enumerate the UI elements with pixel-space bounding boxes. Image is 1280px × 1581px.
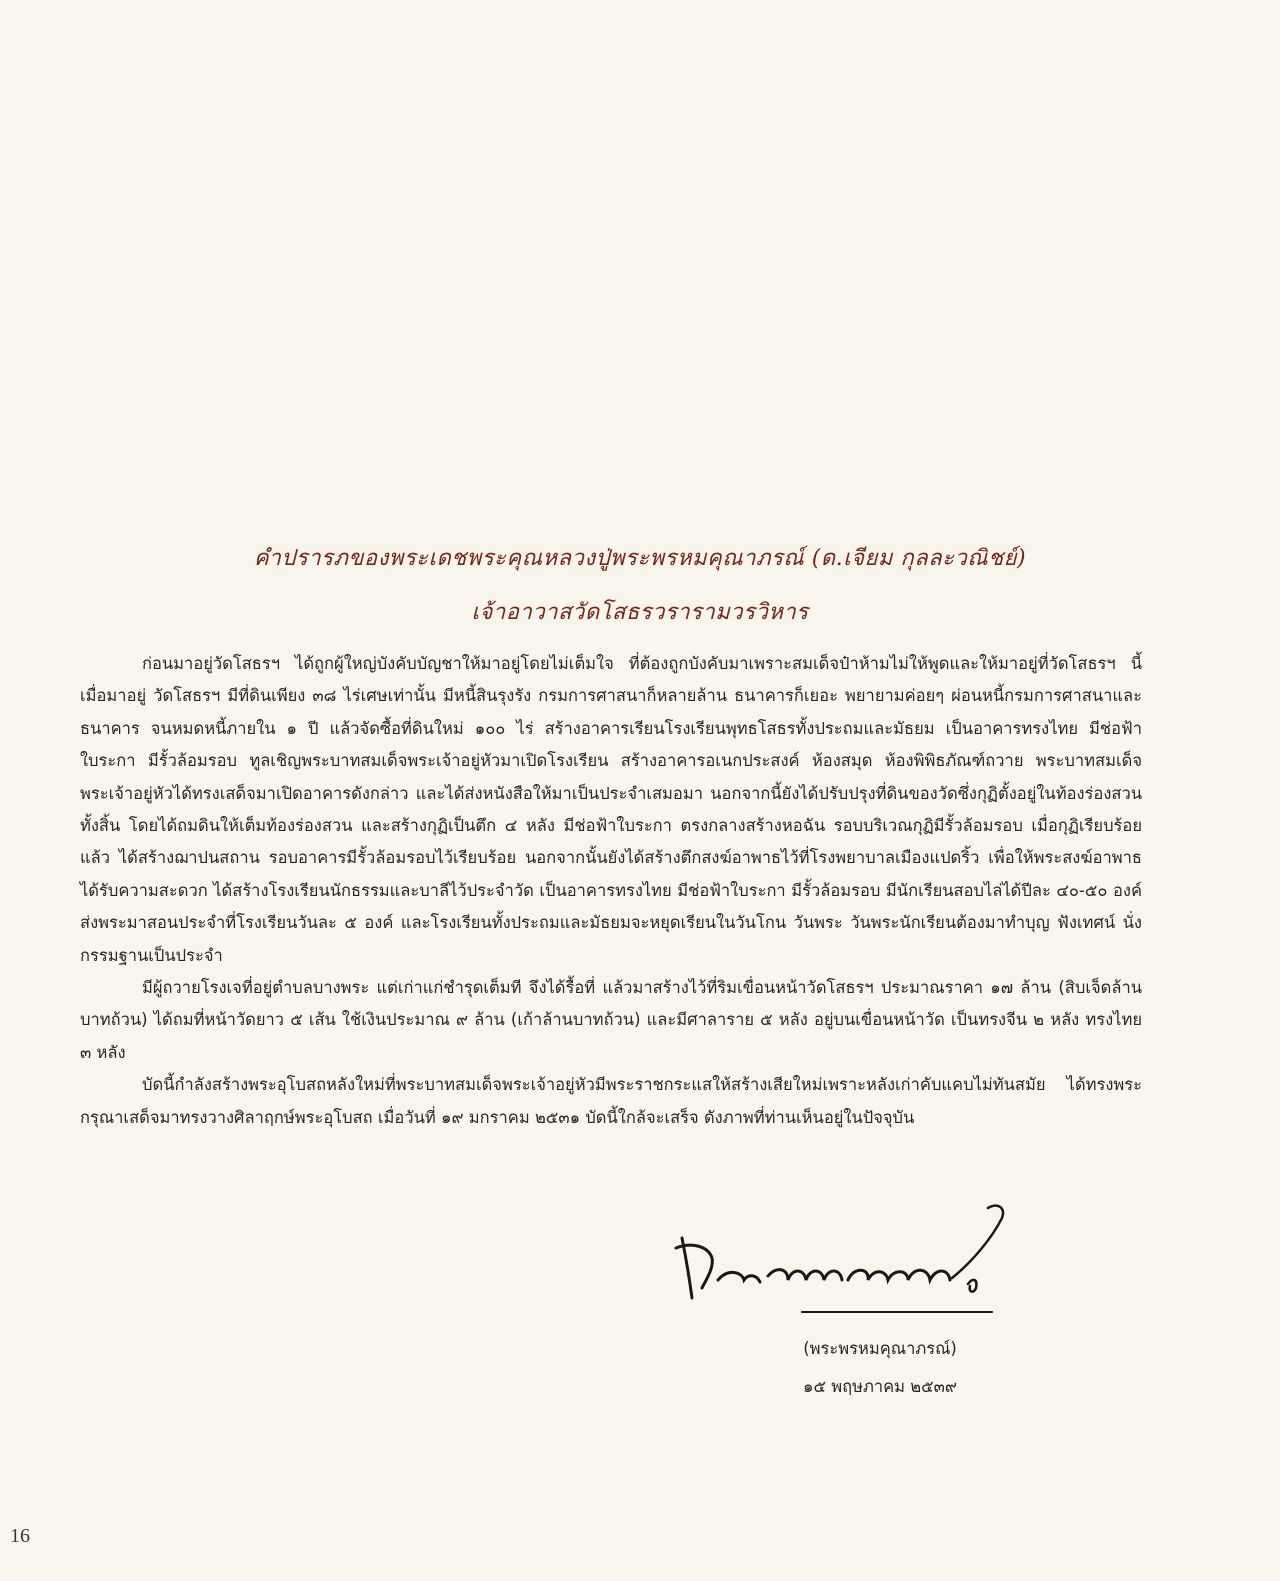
document-body [80,648,1142,1134]
handwritten-signature [672,1188,1012,1338]
signature-date: ๑๕ พฤษภาคม ๒๕๓๙ [803,1377,957,1396]
signer-name: (พระพรหมคุณาภรณ์) [803,1339,957,1358]
document-title: คำปรารภของพระเดชพระคุณหลวงปู่พระพรหมคุณาภรณ์ (ด.เจียม กุลละวณิชย์) [253,546,1027,571]
paragraph-3: บัดนี้กำลังสร้างพระอุโบสถหลังใหม่ที่พระบาทสมเด็จพระเจ้าอยู่หัวมีพระราชกระแสให้สร้างเสียใหม่เพราะหลังเก่าคับแคบไม่ทันสมัย ได้ทรงพระกรุณาเสด็จมาทรงวางศิลาฤกษ์พระอุโบสถ เมื่อวันที่ ๑๙ มกราคม ๒๕๓๑ บัดนี้ใกล้จะเสร็จ ดังภาพที่ท่านเห็นอยู่ในปัจจุบัน [80,1075,1142,1127]
paragraph-1: ก่อนมาอยู่วัดโสธรฯ ได้ถูกผู้ใหญ่บังคับบัญชาให้มาอยู่โดยไม่เต็มใจ ที่ต้องถูกบังคับมาเพราะสมเด็จป๋าห้ามไม่ให้พูดและให้มาอยู่ที่วัดโสธรฯ นี้ เมื่อมาอยู่ วัดโสธรฯ มีที่ดินเพียง ๓๘ ไร่เศษเท่านั้น มีหนี้สินรุงรัง กรมการศาสนาก็หลายล้าน ธนาคารก็เยอะ พยายามค่อยๆ ผ่อนหนี้กรมการศาสนาและธนาคาร จนหมดหนี้ภายใน ๑ ปี แล้วจัดซื้อที่ดินใหม่ ๑๐๐ ไร่ สร้างอาคารเรียนโรงเรียนพุทธโสธรทั้งประถมและมัธยม เป็นอาคารทรงไทย มีช่อฟ้าใบระกา มีรั้วล้อมรอบ ทูลเชิญพระบาทสมเด็จพระเจ้าอยู่หัวมาเปิดโรงเรียน สร้างอาคารอเนกประสงค์ ห้องสมุด ห้องพิพิธภัณฑ์ถวาย พระบาทสมเด็จพระเจ้าอยู่หัวได้ทรงเสด็จมาเปิดอาคารดังกล่าว และได้ส่งหนังสือให้มาเป็นประจำเสมอมา นอกจากนี้ยังได้ปรับปรุงที่ดินของวัดซึ่งกุฏิตั้งอยู่ในท้องร่องสวนทั้งสิ้น โดยได้ถมดินให้เต็มท้องร่องสวน และสร้างกุฏิเป็นตึก ๔ หลัง มีช่อฟ้าใบระกา ตรงกลางสร้างหอฉัน รอบบริเวณกุฏิมีรั้วล้อมรอบ เมื่อกุฏิเรียบร้อยแล้ว ได้สร้างฌาปนสถาน รอบอาคารมีรั้วล้อมรอบไว้เรียบร้อย นอกจากนั้นยังได้สร้างตึกสงฆ์อาพาธไว้ที่โรงพยาบาลเมืองแปดริ้ว เพื่อให้พระสงฆ์อาพาธได้รับความสะดวก ได้สร้างโรงเรียนนักธรรมและบาลีไว้ประจำวัด เป็นอาคารทรงไทย มีช่อฟ้าใบระกา มีรั้วล้อมรอบ มีนักเรียนสอบไล่ได้ปีละ ๔๐-๕๐ องค์ ส่งพระมาสอนประจำที่โรงเรียนวันละ ๕ องค์ และโรงเรียนทั้งประถมและมัธยมจะหยุดเรียนในวันโกน วันพระ วันพระนักเรียนต้องมาทำบุญ ฟังเทศน์ นั่งกรรมฐานเป็นประจำ [80,654,1142,965]
paragraph-2: มีผู้ถวายโรงเจที่อยู่ตำบลบางพระ แต่เก่าแก่ชำรุดเต็มที จึงได้รื้อที่ แล้วมาสร้างไว้ที่ริมเขื่อนหน้าวัดโสธรฯ ประมาณราคา ๑๗ ล้าน (สิบเจ็ดล้านบาทถ้วน) ได้ถมที่หน้าวัดยาว ๕ เส้น ใช้เงินประมาณ ๙ ล้าน (เก้าล้านบาทถ้วน) และมีศาลาราย ๕ หลัง อยู่บนเขื่อนหน้าวัด เป็นทรงจีน ๒ หลัง ทรงไทย ๓ หลัง [80,978,1142,1062]
document-subtitle: เจ้าอาวาสวัดโสธรวรารามวรวิหาร [471,600,809,625]
page-number: 16 [10,1525,30,1547]
